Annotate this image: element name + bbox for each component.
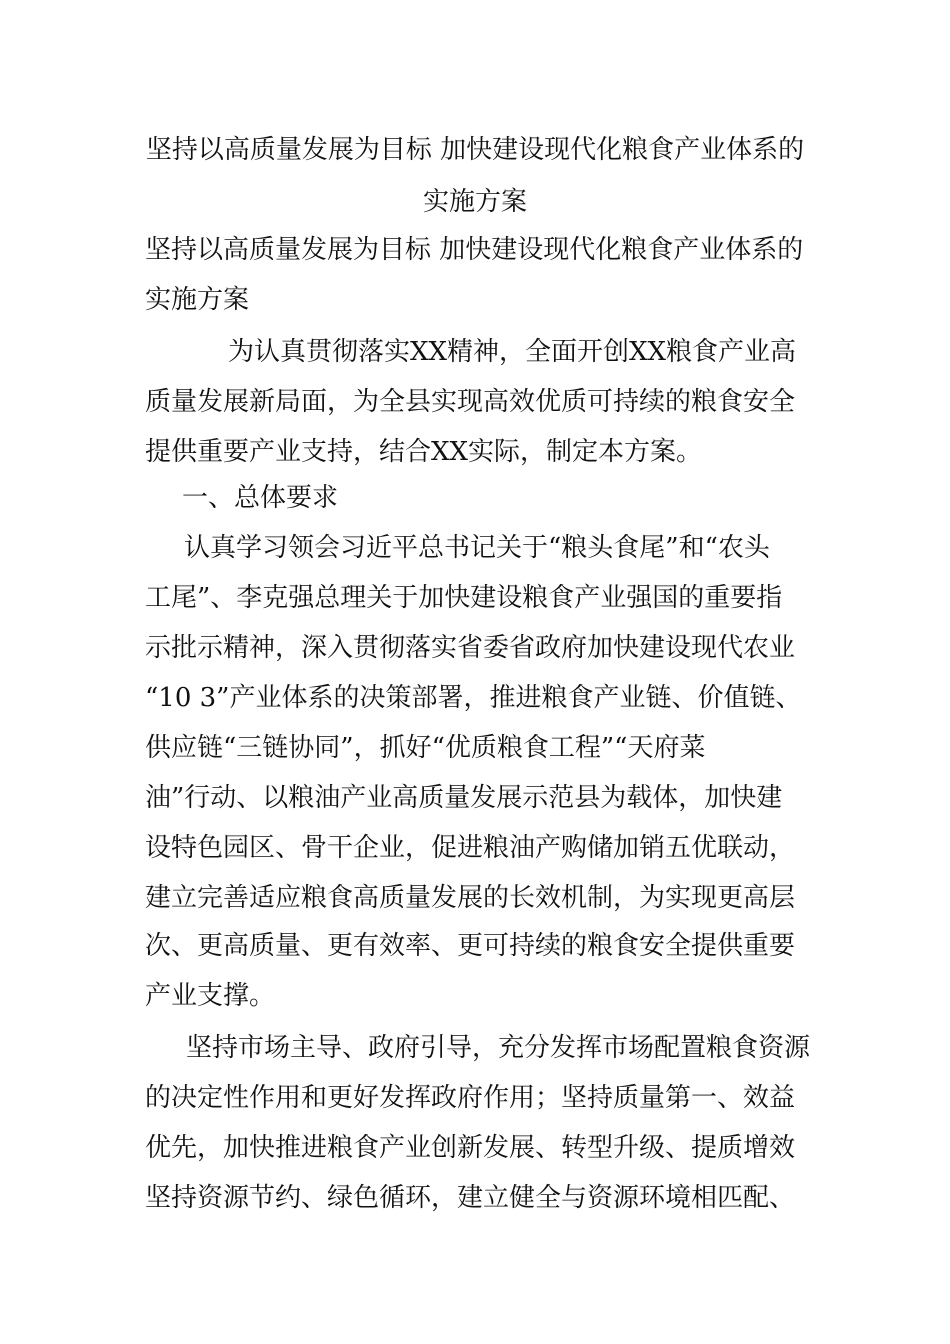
subtitle-line-1: 坚持以高质量发展为目标 加快建设现代化粮食产业体系的 [145,235,804,265]
para1-line-4: “10 3”产业体系的决策部署，推进粮食产业链、价值链、 [145,683,802,713]
document-title-line-1: 坚持以高质量发展为目标 加快建设现代化粮食产业体系的 [145,135,805,165]
para2-line-3: 优先，加快推进粮食产业创新发展、转型升级、提质增效 [145,1133,796,1163]
document-title-line-2: 实施方案 [422,187,527,217]
para2-line-1: 坚持市场主导、政府引导，充分发挥市场配置粮食资源 [186,1033,811,1063]
para1-line-7: 设特色园区、骨干企业，促进粮油产购储加销五优联动， [145,833,796,863]
intro-line-2: 质量发展新局面，为全县实现高效优质可持续的粮食安全 [145,387,796,417]
para1-line-9: 次、更高质量、更有效率、更可持续的粮食安全提供重要 [145,931,796,961]
para1-line-1: 认真学习领会习近平总书记关于“粮头食尾”和“农头 [184,533,770,563]
para2-line-4: 坚持资源节约、绿色循环，建立健全与资源环境相匹配、 [145,1183,796,1213]
para1-line-8: 建立完善适应粮食高质量发展的长效机制，为实现更高层 [145,883,796,913]
intro-line-3: 提供重要产业支持，结合XX实际，制定本方案。 [145,437,703,467]
section-heading: 一、总体要求 [182,483,339,513]
para1-line-10: 产业支撑。 [145,981,276,1011]
para1-line-6: 油”行动、以粮油产业高质量发展示范县为载体，加快建 [145,783,783,813]
para2-line-2: 的决定性作用和更好发挥政府作用；坚持质量第一、效益 [145,1083,796,1113]
para1-line-2: 工尾”、李克强总理关于加快建设粮食产业强国的重要指 [145,583,783,613]
intro-line-1: 为认真贯彻落实XX精神，全面开创XX粮食产业高 [228,337,797,367]
subtitle-line-2: 实施方案 [145,285,250,315]
para1-line-5: 供应链“三链协同”，抓好“优质粮食工程”“天府菜 [145,733,706,763]
para1-line-3: 示批示精神，深入贯彻落实省委省政府加快建设现代农业 [145,633,796,663]
